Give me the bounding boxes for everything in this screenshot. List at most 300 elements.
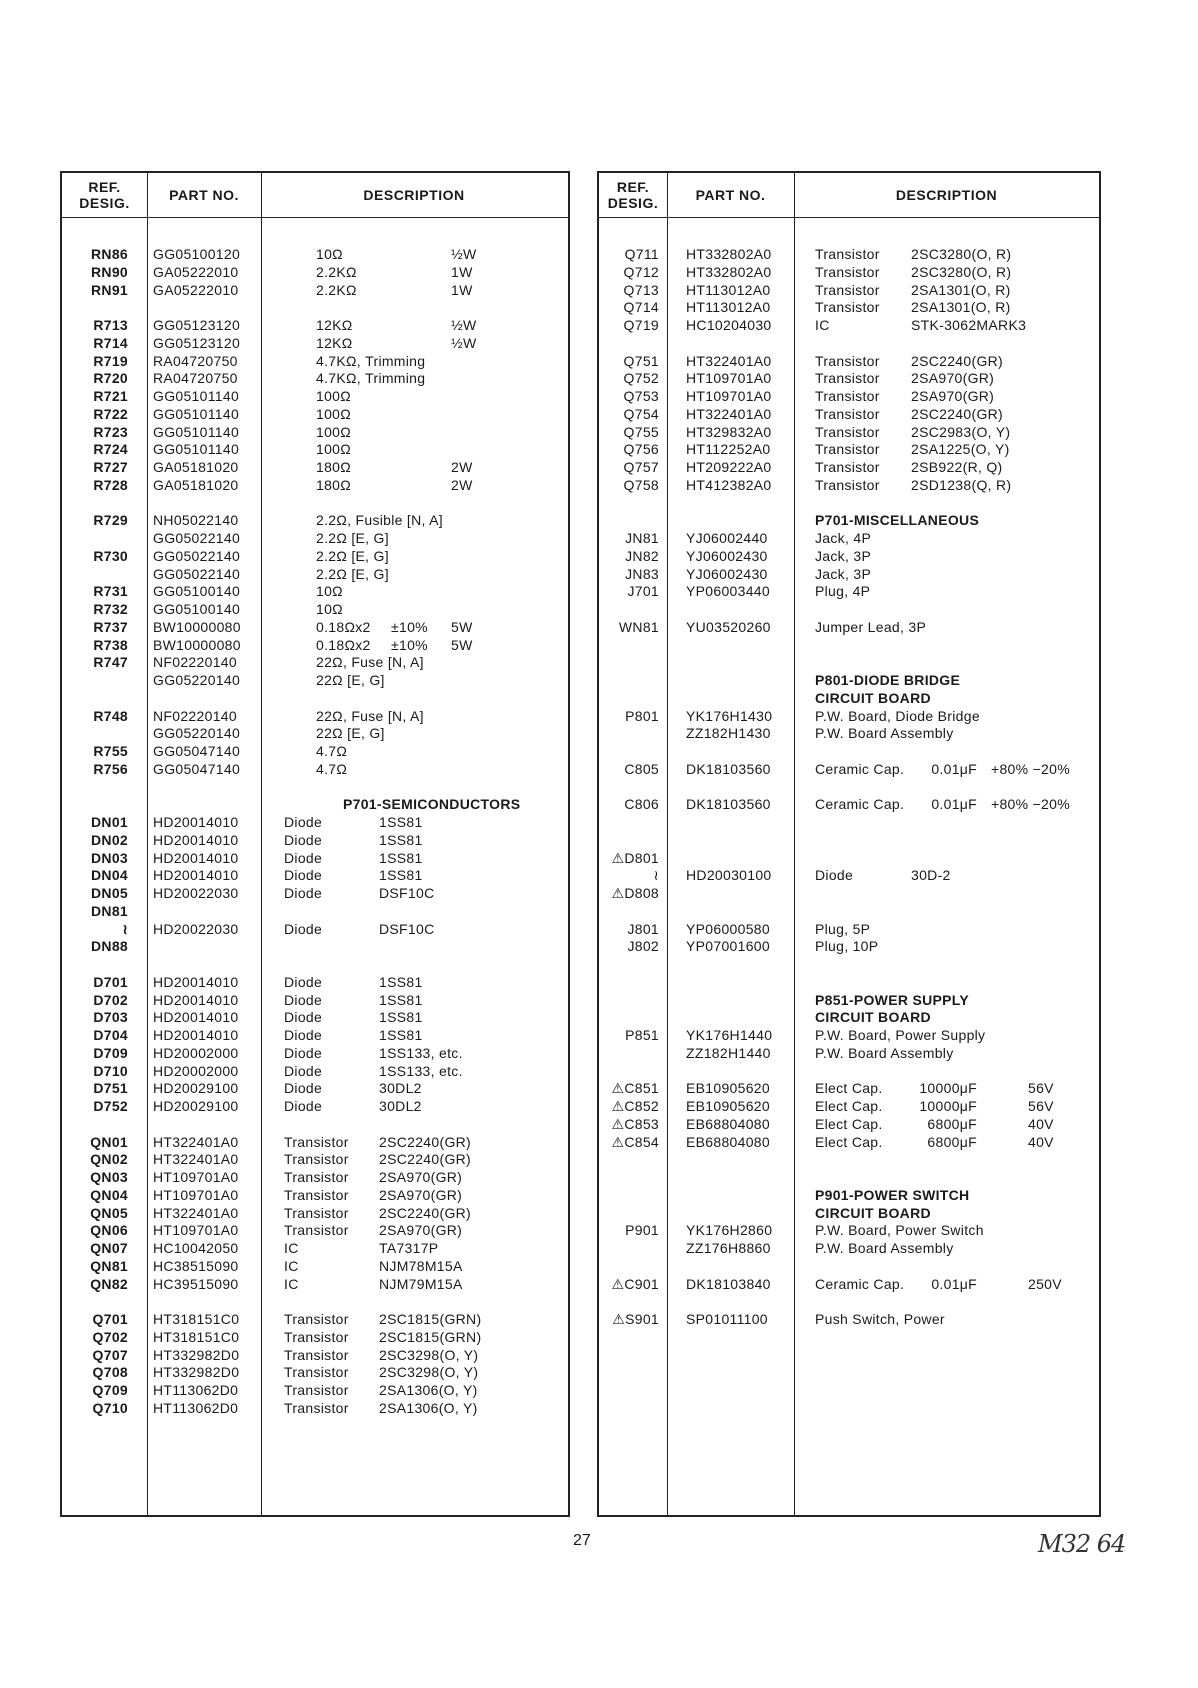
description: Transistor <box>815 352 880 369</box>
description: Transistor <box>284 1346 349 1363</box>
part-number: HD20014010 <box>153 1009 239 1026</box>
description: Transistor <box>815 281 880 298</box>
description: 10Ω <box>316 583 343 600</box>
ref-desig: D703 <box>93 1009 128 1026</box>
part-number: GG05047140 <box>153 743 241 759</box>
ref-desig: ≀ <box>122 920 128 937</box>
header-part-no: PART NO. <box>695 187 766 203</box>
part-number: HT332982D0 <box>153 1346 240 1363</box>
description-value: 2SC2240(GR) <box>911 352 1004 369</box>
description-rating: 1W <box>451 281 473 298</box>
part-number: NF02220140 <box>153 654 237 671</box>
description: Diode <box>284 885 323 901</box>
description-value: TA7317P <box>379 1240 439 1256</box>
ref-desig: D702 <box>93 991 128 1008</box>
description: 100Ω <box>316 405 352 422</box>
description: Plug, 5P <box>815 920 871 937</box>
column-divider <box>147 173 148 1515</box>
ref-desig: D752 <box>93 1098 128 1114</box>
part-number: HT109701A0 <box>153 1169 239 1185</box>
part-number: EB68804080 <box>686 1115 770 1132</box>
ref-desig: QN81 <box>90 1257 128 1274</box>
ref-desig: Q709 <box>92 1382 128 1398</box>
part-number: HT322401A0 <box>153 1204 239 1221</box>
description: P.W. Board Assembly <box>815 1044 954 1061</box>
part-number: HC10042050 <box>153 1240 239 1256</box>
description-value: 2SA970(GR) <box>911 370 995 387</box>
description: P.W. Board Assembly <box>815 725 954 742</box>
ref-desig: R714 <box>93 334 128 351</box>
ref-desig: JN82 <box>625 547 659 564</box>
part-number: GG05101140 <box>153 388 240 404</box>
description-value: 2SA1301(O, R) <box>911 299 1011 316</box>
description: Diode <box>284 920 323 937</box>
ref-desig: Q752 <box>623 370 659 387</box>
ref-desig: C805 <box>624 760 659 777</box>
part-number: RA04720750 <box>153 370 238 387</box>
description-value: 1SS133, etc. <box>379 1062 463 1079</box>
part-number: HD20002000 <box>153 1062 239 1079</box>
part-number: ZZ182H1430 <box>686 725 771 742</box>
ref-desig: DN88 <box>91 938 128 955</box>
description-value: STK-3062MARK3 <box>911 317 1027 333</box>
description-value: 10000μF <box>919 1098 977 1114</box>
column-divider <box>794 173 795 1515</box>
description: Plug, 4P <box>815 583 871 600</box>
description: Diode <box>284 1009 323 1026</box>
part-number: HD20022030 <box>153 885 239 901</box>
description: 180Ω <box>316 459 352 475</box>
part-number: BW10000080 <box>153 618 241 635</box>
description-rating: 1W <box>451 263 473 280</box>
description-value: 2SC2240(GR) <box>911 405 1004 422</box>
part-number: HD20002000 <box>153 1044 239 1061</box>
ref-desig: WN81 <box>618 618 659 635</box>
description-value: 2SB922(R, Q) <box>911 459 1003 475</box>
description: 100Ω <box>316 423 352 440</box>
ref-desig: QN03 <box>90 1169 128 1185</box>
ref-desig: QN04 <box>90 1186 128 1203</box>
part-number: HT329832A0 <box>686 423 772 440</box>
ref-desig: Q757 <box>623 459 659 475</box>
description: 180Ω <box>316 476 352 493</box>
description: Transistor <box>815 388 880 404</box>
ref-desig: DN05 <box>91 885 128 901</box>
description: Jack, 4P <box>815 530 872 546</box>
description-value: 1SS81 <box>379 973 423 990</box>
description: Transistor <box>284 1169 349 1185</box>
part-number: YP06003440 <box>686 583 770 600</box>
ref-desig: Q751 <box>623 352 659 369</box>
ref-desig: Q754 <box>623 405 659 422</box>
part-number: HC39515090 <box>153 1275 239 1292</box>
part-number: HT113012A0 <box>686 281 771 298</box>
section-heading: CIRCUIT BOARD <box>815 1204 931 1221</box>
description-rating: +80% −20% <box>991 760 1070 777</box>
ref-desig: QN07 <box>90 1240 128 1256</box>
part-number: HD20014010 <box>153 973 239 990</box>
description-value: ±10% <box>391 618 428 635</box>
ref-desig: R732 <box>93 601 128 617</box>
ref-desig: Q711 <box>624 246 659 262</box>
description: 12KΩ <box>316 317 353 333</box>
part-number: GG05022140 <box>153 565 241 582</box>
description-value: 2SC1815(GRN) <box>379 1311 482 1327</box>
description: Diode <box>284 1062 323 1079</box>
part-number: HT109701A0 <box>686 370 772 387</box>
description-value: 2SA970(GR) <box>911 388 995 404</box>
ref-desig: R713 <box>93 317 128 333</box>
part-number: GA05181020 <box>153 476 239 493</box>
ref-desig: R730 <box>93 547 128 564</box>
description-value: ±10% <box>391 636 428 653</box>
section-heading: CIRCUIT BOARD <box>815 1009 931 1026</box>
description: 2.2KΩ <box>316 263 357 280</box>
part-number: HD20022030 <box>153 920 239 937</box>
ref-desig: Q712 <box>623 263 659 280</box>
description: Transistor <box>815 423 880 440</box>
description: 12KΩ <box>316 334 353 351</box>
part-number: GG05022140 <box>153 530 241 546</box>
description-value: 2SC2240(GR) <box>379 1133 472 1150</box>
header-divider <box>599 217 1099 218</box>
description: IC <box>284 1275 299 1292</box>
part-number: EB10905620 <box>686 1080 770 1097</box>
ref-desig: R728 <box>93 476 128 493</box>
description-value: 30DL2 <box>379 1098 422 1114</box>
part-number: GG05100120 <box>153 246 241 262</box>
ref-desig: J701 <box>627 583 659 600</box>
part-number: DK18103560 <box>686 760 771 777</box>
description-value: 2SA1306(O, Y) <box>379 1382 478 1398</box>
description: Elect Cap. <box>815 1115 883 1132</box>
ref-desig: Q753 <box>623 388 659 404</box>
ref-desig: R747 <box>93 654 128 671</box>
description: 0.18Ωx2 <box>316 636 371 653</box>
ref-desig: QN05 <box>90 1204 128 1221</box>
description: Transistor <box>284 1399 349 1416</box>
ref-desig: QN02 <box>90 1151 128 1168</box>
part-number: HD20030100 <box>686 867 772 884</box>
description: Diode <box>284 1027 323 1043</box>
description: P.W. Board, Power Switch <box>815 1222 984 1239</box>
ref-desig: R721 <box>93 388 128 404</box>
description: Transistor <box>815 405 880 422</box>
description-value: 2SC2240(GR) <box>379 1151 472 1168</box>
description: 4.7Ω <box>316 760 348 777</box>
part-number: HT112252A0 <box>686 441 771 458</box>
description-rating: 5W <box>451 636 473 653</box>
ref-desig: R724 <box>93 441 128 458</box>
part-number: NF02220140 <box>153 707 237 724</box>
description: 22Ω [E, G] <box>316 725 385 742</box>
description: 10Ω <box>316 246 343 262</box>
description: 2.2Ω [E, G] <box>316 530 389 546</box>
description: Diode <box>284 1098 323 1114</box>
description: Diode <box>284 849 323 866</box>
part-number: ZZ182H1440 <box>686 1044 771 1061</box>
description: 4.7KΩ, Trimming <box>316 370 426 387</box>
description-rating: ½W <box>451 334 477 351</box>
part-number: GG05220140 <box>153 672 241 688</box>
description: Transistor <box>284 1186 349 1203</box>
ref-desig: JN81 <box>625 530 659 546</box>
description: Diode <box>284 867 323 884</box>
description: Jumper Lead, 3P <box>815 618 927 635</box>
description: Transistor <box>815 370 880 387</box>
ref-desig: Q713 <box>623 281 659 298</box>
part-number: HT322401A0 <box>686 352 772 369</box>
description-value: NJM79M15A <box>379 1275 463 1292</box>
part-number: SP01011100 <box>686 1311 768 1327</box>
header-description: DESCRIPTION <box>895 187 998 203</box>
description: Diode <box>284 1044 323 1061</box>
part-number: RA04720750 <box>153 352 238 369</box>
ref-desig: ⚠S901 <box>612 1311 659 1327</box>
description: Plug, 10P <box>815 938 879 955</box>
handwritten-note: M32 64 <box>1038 1530 1126 1558</box>
description: 2.2KΩ <box>316 281 357 298</box>
description-value: 0.01μF <box>931 796 977 813</box>
description: Jack, 3P <box>815 547 872 564</box>
part-number: HT322401A0 <box>153 1133 239 1150</box>
description: 22Ω, Fuse [N, A] <box>316 707 424 724</box>
description: Diode <box>284 973 323 990</box>
description-value: 30DL2 <box>379 1080 422 1097</box>
description-value: 2SC3280(O, R) <box>911 246 1012 262</box>
description: Diode <box>284 991 323 1008</box>
part-number: HD20014010 <box>153 991 239 1008</box>
description: Transistor <box>284 1311 349 1327</box>
part-number: GA05181020 <box>153 459 239 475</box>
part-number: ZZ176H8860 <box>686 1240 771 1256</box>
description-value: 2SC3298(O, Y) <box>379 1346 479 1363</box>
description: Transistor <box>815 459 880 475</box>
ref-desig: P851 <box>625 1027 659 1043</box>
description-value: 0.01μF <box>931 760 977 777</box>
part-number: GG05101140 <box>153 405 240 422</box>
description: Transistor <box>284 1382 349 1398</box>
part-number: YP06000580 <box>686 920 770 937</box>
part-number: HD20014010 <box>153 867 239 884</box>
ref-desig: Q708 <box>92 1364 128 1381</box>
description: Elect Cap. <box>815 1098 883 1114</box>
part-number: HT109701A0 <box>153 1222 239 1239</box>
description-value: 2SD1238(Q, R) <box>911 476 1012 493</box>
description: P.W. Board, Diode Bridge <box>815 707 980 724</box>
description-rating: 2W <box>451 476 473 493</box>
part-number: YK176H1440 <box>686 1027 773 1043</box>
header-ref-desig <box>62 173 147 217</box>
description-value: 2SC2240(GR) <box>379 1204 472 1221</box>
ref-desig: QN06 <box>90 1222 128 1239</box>
part-number: EB10905620 <box>686 1098 770 1114</box>
description: IC <box>284 1257 299 1274</box>
description-value: 1SS81 <box>379 1009 423 1026</box>
description-value: 0.01μF <box>931 1275 977 1292</box>
description: Transistor <box>815 263 880 280</box>
description-value: 30D-2 <box>911 867 951 884</box>
description: 10Ω <box>316 601 343 617</box>
header-description: DESCRIPTION <box>363 187 465 203</box>
section-heading: P701-MISCELLANEOUS <box>815 512 980 529</box>
description: Diode <box>284 831 323 848</box>
ref-desig: Q701 <box>92 1311 128 1327</box>
ref-desig: R748 <box>93 707 128 724</box>
section-heading: P851-POWER SUPPLY <box>815 991 969 1008</box>
part-number: HT332802A0 <box>686 246 772 262</box>
description: 2.2Ω [E, G] <box>316 565 389 582</box>
description: IC <box>815 317 830 333</box>
description-rating: 250V <box>1028 1275 1062 1292</box>
ref-desig: D704 <box>93 1027 128 1043</box>
part-number: HT109701A0 <box>153 1186 239 1203</box>
part-number: YJ06002430 <box>686 547 768 564</box>
ref-desig: Q707 <box>92 1346 128 1363</box>
part-number: GG05123120 <box>153 317 241 333</box>
header-desig-label: DESIG. <box>607 195 659 211</box>
section-heading: P801-DIODE BRIDGE <box>815 672 961 688</box>
description: 4.7Ω <box>316 743 348 759</box>
ref-desig: J801 <box>627 920 659 937</box>
ref-desig: R723 <box>93 423 128 440</box>
ref-desig: Q758 <box>623 476 659 493</box>
description-value: 1SS81 <box>379 814 423 830</box>
ref-desig: ⚠C851 <box>611 1080 659 1097</box>
ref-desig: D701 <box>93 973 128 990</box>
description: IC <box>284 1240 299 1256</box>
header-divider <box>62 217 568 218</box>
description: 2.2Ω, Fusible [N, A] <box>316 512 443 529</box>
description: Diode <box>815 867 854 884</box>
part-number: HD20014010 <box>153 849 239 866</box>
ref-desig: R727 <box>93 459 128 475</box>
part-number: GG05101140 <box>153 423 240 440</box>
description: Ceramic Cap. <box>815 1275 905 1292</box>
parts-table-left <box>60 171 570 1517</box>
description-value: DSF10C <box>379 885 435 901</box>
part-number: NH05022140 <box>153 512 239 529</box>
ref-desig: R722 <box>93 405 128 422</box>
description-value: 6800μF <box>927 1115 977 1132</box>
description: Transistor <box>284 1133 349 1150</box>
description-value: 2SA1225(O, Y) <box>911 441 1010 458</box>
part-number: HD20014010 <box>153 831 239 848</box>
column-divider <box>667 173 668 1515</box>
description: P.W. Board, Power Supply <box>815 1027 986 1043</box>
ref-desig: R755 <box>93 743 128 759</box>
section-heading: P901-POWER SWITCH <box>815 1186 970 1203</box>
header-ref-desig <box>599 173 667 217</box>
description: Transistor <box>815 299 880 316</box>
part-number: YJ06002430 <box>686 565 768 582</box>
description-value: 2SA1306(O, Y) <box>379 1399 478 1416</box>
description: Elect Cap. <box>815 1080 883 1097</box>
description: 22Ω, Fuse [N, A] <box>316 654 424 671</box>
description: Ceramic Cap. <box>815 760 905 777</box>
ref-desig: DN04 <box>91 867 128 884</box>
ref-desig: RN86 <box>91 246 128 262</box>
description: Transistor <box>284 1364 349 1381</box>
description: P.W. Board Assembly <box>815 1240 954 1256</box>
ref-desig: Q755 <box>623 423 659 440</box>
ref-desig: R720 <box>93 370 128 387</box>
description: Elect Cap. <box>815 1133 883 1150</box>
description: 100Ω <box>316 388 352 404</box>
ref-desig: DN81 <box>91 902 128 919</box>
description-value: 2SA1301(O, R) <box>911 281 1011 298</box>
ref-desig: J802 <box>627 938 659 955</box>
description: 22Ω [E, G] <box>316 672 385 688</box>
section-heading: CIRCUIT BOARD <box>815 689 931 706</box>
ref-desig: C806 <box>624 796 659 813</box>
ref-desig: Q714 <box>623 299 659 316</box>
ref-desig: P801 <box>625 707 659 724</box>
description: Transistor <box>815 246 880 262</box>
part-number: HT332802A0 <box>686 263 772 280</box>
part-number: HC38515090 <box>153 1257 239 1274</box>
description: Transistor <box>284 1151 349 1168</box>
part-number: HT322401A0 <box>153 1151 239 1168</box>
description: Transistor <box>284 1328 349 1345</box>
description: 4.7KΩ, Trimming <box>316 352 426 369</box>
description-value: 10000μF <box>919 1080 977 1097</box>
part-number: GG05101140 <box>153 441 240 458</box>
part-number: YK176H1430 <box>686 707 773 724</box>
part-number: YP07001600 <box>686 938 770 955</box>
description: Push Switch, Power <box>815 1311 945 1327</box>
ref-desig: Q719 <box>623 317 659 333</box>
description: 0.18Ωx2 <box>316 618 371 635</box>
part-number: YJ06002440 <box>686 530 768 546</box>
part-number: HT332982D0 <box>153 1364 240 1381</box>
part-number: YK176H2860 <box>686 1222 773 1239</box>
header-ref-label: REF. <box>616 179 650 195</box>
part-number: GG05100140 <box>153 583 241 600</box>
part-number: GG05123120 <box>153 334 241 351</box>
ref-desig: Q710 <box>92 1399 128 1416</box>
ref-desig: JN83 <box>625 565 659 582</box>
description-value: 2SC2983(O, Y) <box>911 423 1011 440</box>
description-value: 6800μF <box>927 1133 977 1150</box>
part-number: GA05222010 <box>153 263 239 280</box>
ref-desig: D710 <box>93 1062 128 1079</box>
ref-desig: Q756 <box>623 441 659 458</box>
part-number: HT113062D0 <box>153 1399 239 1416</box>
ref-desig: RN90 <box>91 263 128 280</box>
ref-desig: ⚠C852 <box>611 1098 659 1114</box>
column-divider <box>261 173 262 1515</box>
part-number: HD20029100 <box>153 1098 239 1114</box>
part-number: HT322401A0 <box>686 405 772 422</box>
ref-desig: R719 <box>93 352 128 369</box>
part-number: HT412382A0 <box>686 476 772 493</box>
part-number: HD20029100 <box>153 1080 239 1097</box>
ref-desig: ⚠D808 <box>611 885 659 901</box>
description: Transistor <box>284 1222 349 1239</box>
ref-desig: R731 <box>93 583 128 600</box>
header-ref-label: REF. <box>88 179 121 195</box>
ref-desig: R756 <box>93 760 128 777</box>
description-value: 1SS81 <box>379 831 423 848</box>
ref-desig: D709 <box>93 1044 128 1061</box>
description-value: 1SS81 <box>379 1027 423 1043</box>
ref-desig: ⚠C853 <box>611 1115 659 1132</box>
part-number: HD20014010 <box>153 1027 239 1043</box>
ref-desig: DN03 <box>91 849 128 866</box>
ref-desig: R737 <box>93 618 128 635</box>
description-rating: 40V <box>1028 1115 1054 1132</box>
